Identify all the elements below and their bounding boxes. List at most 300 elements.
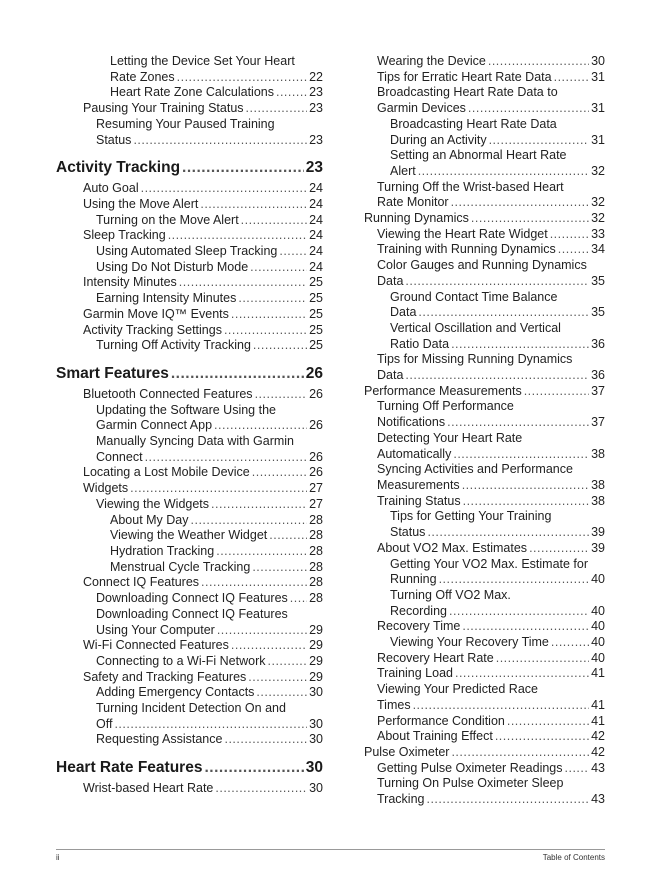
toc-entry-title: Heart Rate Zone Calculations: [110, 85, 274, 100]
toc-page-number: 24: [309, 196, 323, 211]
toc-entry-title: Widgets: [83, 481, 129, 496]
toc-entry-title: Connect: [96, 449, 143, 464]
toc-entry-title: Viewing the Heart Rate Widget: [377, 226, 548, 241]
toc-entry-title: Automatically: [377, 446, 452, 461]
toc-entry[interactable]: [56, 403, 323, 434]
toc-entry[interactable]: [364, 651, 605, 667]
toc-entry[interactable]: [56, 591, 323, 607]
toc-entry-title: Activity Tracking: [56, 159, 181, 177]
toc-entry[interactable]: [364, 462, 605, 493]
toc-page-number: 29: [309, 622, 323, 637]
dot-leader: [269, 528, 307, 544]
toc-entry-title-line: Manually Syncing Data with Garmin: [96, 434, 294, 449]
toc-entry-title-line: Turning Incident Detection On and: [96, 701, 286, 716]
toc-entry-title: Tips for Erratic Heart Rate Data: [377, 69, 552, 84]
toc-entry-title: Using Your Computer: [96, 622, 215, 637]
toc-entry[interactable]: [56, 607, 323, 638]
toc-page-number: 23: [309, 85, 323, 100]
toc-entry[interactable]: [56, 701, 323, 732]
toc-entry-title: Performance Measurements: [364, 383, 522, 398]
toc-entry-title-line: Syncing Activities and Performance: [377, 462, 573, 477]
toc-entry[interactable]: [56, 575, 323, 591]
toc-entry-title-line: Resuming Your Paused Training: [96, 116, 275, 131]
page-footer: [56, 849, 605, 862]
dot-leader: [468, 101, 589, 117]
toc-entry-title: Tracking: [377, 792, 425, 807]
toc-entry[interactable]: [364, 321, 605, 352]
toc-entry-title: Measurements: [377, 477, 460, 492]
dot-leader: [471, 211, 589, 227]
toc-entry[interactable]: [56, 338, 323, 354]
toc-entry[interactable]: [56, 117, 323, 148]
dot-leader: [439, 572, 590, 588]
toc-entry[interactable]: [364, 70, 605, 86]
toc-entry-title-line: Turning Off VO2 Max.: [390, 587, 511, 602]
toc-entry-title-line: Broadcasting Heart Rate Data: [390, 116, 557, 131]
footer-section-title: Table of Contents: [542, 853, 605, 862]
toc-entry-title: Downloading Connect IQ Features: [96, 591, 288, 606]
toc-entry-title: Heart Rate Features: [56, 759, 203, 777]
toc-entry[interactable]: [364, 242, 605, 258]
dot-leader: [201, 575, 307, 591]
toc-entry[interactable]: [364, 211, 605, 227]
toc-entry-title: Wearing the Device: [377, 54, 486, 68]
toc-entry-title: Rate Monitor: [377, 195, 449, 210]
dot-leader: [451, 195, 590, 211]
toc-entry[interactable]: [364, 619, 605, 635]
toc-entry-title-line: Tips for Missing Running Dynamics: [377, 352, 573, 367]
toc-entry[interactable]: [56, 513, 323, 529]
dot-leader: [489, 133, 590, 149]
dot-leader: [215, 781, 307, 797]
toc-page-number: 31: [591, 132, 605, 147]
toc-page-number: 38: [591, 446, 605, 461]
toc-entry[interactable]: [56, 275, 323, 291]
toc-entry[interactable]: [364, 431, 605, 462]
toc-entry-title: Adding Emergency Contacts: [96, 685, 255, 700]
toc-entry-title: Turning Off Activity Tracking: [96, 338, 251, 353]
toc-page-number: 41: [591, 697, 605, 712]
toc-entry[interactable]: [56, 387, 323, 403]
toc-entry-title-line: Viewing Your Predicted Race: [377, 682, 538, 697]
toc-entry-title: Running Dynamics: [364, 211, 469, 226]
toc-page-number: 40: [591, 603, 605, 618]
dot-leader: [427, 525, 589, 541]
toc-entry[interactable]: [364, 258, 605, 289]
toc-page-number: 29: [309, 638, 323, 653]
toc-page-number: 28: [309, 528, 323, 543]
toc-entry-title: Using Automated Sleep Tracking: [96, 244, 278, 259]
toc-page-number: 24: [309, 212, 323, 227]
dot-leader: [447, 415, 589, 431]
toc-entry[interactable]: [364, 399, 605, 430]
toc-entry[interactable]: [364, 148, 605, 179]
toc-page-number: 39: [591, 540, 605, 555]
dot-leader: [114, 717, 307, 733]
toc-entry-title: Connect IQ Features: [83, 575, 200, 590]
toc-entry-title: During an Activity: [390, 132, 487, 147]
toc-entry-title: Intensity Minutes: [83, 275, 177, 290]
toc-page-number: 38: [591, 477, 605, 492]
toc-entry[interactable]: [56, 638, 323, 654]
toc-entry-title: Garmin Move IQ™ Events: [83, 306, 229, 321]
toc-entry[interactable]: [56, 54, 323, 85]
toc-entry-title: Notifications: [377, 415, 446, 430]
toc-entry-title: Safety and Tracking Features: [83, 669, 247, 684]
toc-entry[interactable]: [56, 732, 323, 748]
dot-leader: [495, 729, 589, 745]
toc-entry[interactable]: [56, 654, 323, 670]
toc-entry-title: Running: [390, 572, 437, 587]
toc-page-number: 35: [591, 273, 605, 288]
toc-page-number: 25: [309, 338, 323, 353]
toc-entry[interactable]: [56, 434, 323, 465]
dot-leader: [191, 513, 308, 529]
toc-page-number: 30: [305, 759, 323, 777]
toc-entry-title-line: Vertical Oscillation and Vertical: [390, 320, 561, 335]
toc-page-number: 26: [309, 465, 323, 480]
toc-entry[interactable]: [364, 384, 605, 400]
dot-leader: [200, 197, 307, 213]
dot-leader: [268, 654, 308, 670]
toc-entry[interactable]: [364, 714, 605, 730]
dot-leader: [224, 732, 307, 748]
toc-entry-title: Smart Features: [56, 364, 169, 382]
toc-entry[interactable]: [364, 494, 605, 510]
toc-section-heading[interactable]: [56, 365, 323, 383]
dot-leader: [246, 101, 308, 117]
toc-entry[interactable]: [364, 666, 605, 682]
toc-entry[interactable]: [364, 745, 605, 761]
toc-entry-title: Garmin Connect App: [96, 418, 213, 433]
dot-leader: [558, 242, 589, 258]
dot-leader: [418, 164, 589, 180]
toc-entry[interactable]: [56, 197, 323, 213]
toc-entry-title: Garmin Devices: [377, 101, 466, 116]
toc-page-number: 36: [591, 368, 605, 383]
toc-entry[interactable]: [364, 509, 605, 540]
toc-page-number: 28: [309, 575, 323, 590]
dot-leader: [488, 54, 589, 70]
dot-leader: [130, 481, 307, 497]
toc-entry-title: Training Status: [377, 493, 461, 508]
dot-leader: [507, 714, 589, 730]
toc-entry-title-line: Updating the Software Using the: [96, 402, 276, 417]
toc-page-number: 42: [591, 744, 605, 759]
toc-page-number: 26: [309, 386, 323, 401]
toc-entry-title: About Training Effect: [377, 729, 493, 744]
dot-leader: [231, 307, 307, 323]
dot-leader: [168, 228, 307, 244]
toc-entry-title-line: Letting the Device Set Your Heart: [110, 54, 295, 68]
toc-entry[interactable]: [56, 323, 323, 339]
toc-entry[interactable]: [364, 729, 605, 745]
toc-entry-title: Turning on the Move Alert: [96, 212, 239, 227]
toc-entry[interactable]: [56, 544, 323, 560]
toc-page-number: 31: [591, 101, 605, 116]
toc-entry[interactable]: [56, 781, 323, 797]
toc-entry-title-line: Ground Contact Time Balance: [390, 289, 558, 304]
toc-entry[interactable]: [364, 85, 605, 116]
dot-leader: [451, 745, 589, 761]
toc-section-heading[interactable]: [56, 159, 323, 177]
toc-page-number: 24: [309, 228, 323, 243]
dot-leader: [250, 260, 307, 276]
toc-entry[interactable]: [56, 560, 323, 576]
toc-entry-title: Status: [390, 525, 426, 540]
toc-entry[interactable]: [56, 213, 323, 229]
toc-page-number: 30: [309, 685, 323, 700]
dot-leader: [177, 70, 307, 86]
toc-entry[interactable]: [56, 228, 323, 244]
dot-leader: [217, 623, 307, 639]
toc-entry[interactable]: [364, 776, 605, 807]
toc-page-number: 43: [591, 760, 605, 775]
dot-leader: [453, 447, 589, 463]
toc-entry-title: Data: [377, 273, 404, 288]
dot-leader: [256, 685, 307, 701]
dot-leader: [214, 418, 307, 434]
dot-leader: [462, 619, 589, 635]
dot-leader: [224, 323, 307, 339]
toc-page-number: 23: [309, 101, 323, 116]
toc-page-number: 31: [591, 69, 605, 84]
toc-page-number: 29: [309, 669, 323, 684]
toc-entry-title: Alert: [390, 163, 416, 178]
dot-leader: [418, 305, 589, 321]
toc-entry-title: Performance Condition: [377, 713, 505, 728]
toc-entry-title: Locating a Lost Mobile Device: [83, 465, 250, 480]
toc-entry-title: Viewing the Widgets: [96, 496, 210, 511]
toc-entry[interactable]: [364, 54, 605, 70]
toc-entry[interactable]: [364, 290, 605, 321]
toc-page-number: 28: [309, 559, 323, 574]
toc-entry[interactable]: [56, 481, 323, 497]
toc-entry[interactable]: [364, 635, 605, 651]
toc-entry-title: Times: [377, 697, 411, 712]
dot-leader: [449, 604, 589, 620]
toc-page-number: 23: [309, 132, 323, 147]
toc-entry[interactable]: [56, 85, 323, 101]
toc-entry-title-line: Turning On Pulse Oximeter Sleep: [377, 776, 564, 791]
dot-leader: [241, 213, 307, 229]
dot-leader: [554, 70, 590, 86]
toc-entry-title-line: Downloading Connect IQ Features: [96, 606, 288, 621]
toc-entry[interactable]: [56, 307, 323, 323]
toc-entry-title: Viewing Your Recovery Time: [390, 635, 549, 650]
toc-entry[interactable]: [56, 244, 323, 260]
toc-page-number: 33: [591, 226, 605, 241]
toc-page-number: 26: [309, 449, 323, 464]
toc-page-number: 35: [591, 305, 605, 320]
toc-entry-title: Data: [390, 305, 417, 320]
dot-leader: [211, 497, 307, 513]
toc-entry-title: Wrist-based Heart Rate: [83, 781, 214, 796]
dot-leader: [279, 244, 307, 260]
toc-entry[interactable]: [364, 541, 605, 557]
dot-leader: [529, 541, 589, 557]
toc-entry-title: Connecting to a Wi-Fi Network: [96, 653, 266, 668]
toc-page-number: 32: [591, 163, 605, 178]
toc-entry-title-line: Setting an Abnormal Heart Rate: [390, 148, 567, 163]
toc-page-number: 38: [591, 493, 605, 508]
toc-entry-title: Training Load: [377, 666, 453, 681]
toc-entry-title: Activity Tracking Settings: [83, 322, 222, 337]
dot-leader: [551, 635, 589, 651]
toc-page-number: 34: [591, 242, 605, 257]
dot-leader: [179, 275, 307, 291]
dot-leader: [524, 384, 589, 400]
dot-leader: [204, 759, 303, 777]
toc-page-number: 24: [309, 181, 323, 196]
toc-entry-title: Recovery Time: [377, 619, 461, 634]
toc-entry[interactable]: [364, 352, 605, 383]
toc-entry-title: Using Do Not Disturb Mode: [96, 259, 249, 274]
toc-page-number: 40: [591, 635, 605, 650]
toc-page-number: 39: [591, 525, 605, 540]
dot-leader: [145, 450, 308, 466]
toc-entry-title-line: Tips for Getting Your Training: [390, 509, 552, 524]
toc-entry-title: Menstrual Cycle Tracking: [110, 559, 251, 574]
dot-leader: [290, 591, 307, 607]
toc-entry-title: Ratio Data: [390, 336, 450, 351]
dot-leader: [253, 338, 307, 354]
toc-page-number: 43: [591, 792, 605, 807]
toc-entry[interactable]: [364, 180, 605, 211]
toc-entry[interactable]: [364, 588, 605, 619]
dot-leader: [451, 337, 589, 353]
toc-entry-title: Recording: [390, 603, 447, 618]
toc-entry-title: Off: [96, 716, 113, 731]
dot-leader: [496, 651, 589, 667]
toc-entry[interactable]: [364, 117, 605, 148]
dot-leader: [463, 494, 589, 510]
dot-leader: [248, 670, 307, 686]
toc-entry[interactable]: [364, 761, 605, 777]
toc-right-column: [364, 54, 605, 808]
dot-leader: [216, 544, 307, 560]
toc-entry[interactable]: [364, 682, 605, 713]
toc-page-number: 36: [591, 336, 605, 351]
dot-leader: [238, 291, 307, 307]
toc-page-number: 27: [309, 481, 323, 496]
toc-entry[interactable]: [364, 227, 605, 243]
toc-page-number: 30: [309, 716, 323, 731]
dot-leader: [171, 365, 304, 383]
toc-page-number: 26: [305, 364, 323, 382]
toc-page-number: 32: [591, 195, 605, 210]
toc-entry-title: Training with Running Dynamics: [377, 242, 556, 257]
toc-entry[interactable]: [56, 465, 323, 481]
dot-leader: [276, 85, 307, 101]
toc-page-number: 40: [591, 619, 605, 634]
dot-leader: [133, 133, 307, 149]
toc-entry-title: Bluetooth Connected Features: [83, 386, 253, 401]
toc-section-heading[interactable]: [56, 759, 323, 777]
toc-page-number: 28: [309, 591, 323, 606]
toc-entry-title: Pausing Your Training Status: [83, 101, 244, 116]
toc-entry[interactable]: [56, 260, 323, 276]
toc-page-number: 40: [591, 650, 605, 665]
dot-leader: [405, 368, 589, 384]
toc-page-number: 24: [309, 259, 323, 274]
toc-entry-title: Viewing the Weather Widget: [110, 528, 268, 543]
toc-entry-title: Status: [96, 132, 132, 147]
toc-entry-title: Hydration Tracking: [110, 543, 215, 558]
toc-entry-title: Getting Pulse Oximeter Readings: [377, 760, 563, 775]
dot-leader: [462, 478, 589, 494]
toc-entry-title-line: Detecting Your Heart Rate: [377, 430, 523, 445]
toc-page-number: 41: [591, 713, 605, 728]
toc-entry-title-line: Turning Off the Wrist-based Heart: [377, 179, 564, 194]
toc-entry-title: About My Day: [110, 512, 189, 527]
toc-page-number: 29: [309, 653, 323, 668]
footer-page-number: ii: [56, 853, 60, 862]
toc-entry[interactable]: [56, 497, 323, 513]
dot-leader: [426, 792, 589, 808]
dot-leader: [182, 159, 304, 177]
toc-page-number: 32: [591, 211, 605, 226]
toc-entry-title: Data: [377, 368, 404, 383]
toc-entry-title: Recovery Heart Rate: [377, 650, 494, 665]
toc-entry-title: Requesting Assistance: [96, 732, 223, 747]
toc-page-number: 25: [309, 291, 323, 306]
toc-page-number: 27: [309, 496, 323, 511]
toc-entry[interactable]: [56, 181, 323, 197]
toc-entry[interactable]: [56, 685, 323, 701]
toc-page-number: 25: [309, 322, 323, 337]
dot-leader: [550, 227, 589, 243]
dot-leader: [455, 666, 589, 682]
dot-leader: [565, 761, 590, 777]
toc-entry-title-line: Broadcasting Heart Rate Data to: [377, 85, 558, 100]
toc-page-number: 30: [309, 781, 323, 796]
dot-leader: [141, 181, 308, 197]
toc-page-number: 30: [309, 732, 323, 747]
toc-entry[interactable]: [56, 101, 323, 117]
dot-leader: [252, 465, 307, 481]
toc-entry-title: About VO2 Max. Estimates: [377, 540, 528, 555]
toc-page-number: 25: [309, 275, 323, 290]
toc-page-number: 37: [591, 383, 605, 398]
toc-entry-title-line: Getting Your VO2 Max. Estimate for: [390, 556, 589, 571]
toc-page-number: 28: [309, 512, 323, 527]
toc-entry[interactable]: [56, 670, 323, 686]
toc-page-number: 41: [591, 666, 605, 681]
toc-entry[interactable]: [56, 291, 323, 307]
toc-entry-title: Earning Intensity Minutes: [96, 291, 237, 306]
toc-entry-title-line: Color Gauges and Running Dynamics: [377, 258, 587, 273]
dot-leader: [252, 560, 307, 576]
toc-page-number: 28: [309, 543, 323, 558]
toc-page-number: 23: [305, 159, 323, 177]
dot-leader: [413, 698, 590, 714]
dot-leader: [231, 638, 307, 654]
toc-page-number: 40: [591, 572, 605, 587]
toc-entry[interactable]: [364, 557, 605, 588]
dot-leader: [405, 274, 589, 290]
toc-entry-title: Sleep Tracking: [83, 228, 166, 243]
toc-page-number: 22: [309, 69, 323, 84]
toc-entry-title: Using the Move Alert: [83, 196, 199, 211]
toc-page-number: 25: [309, 306, 323, 321]
toc-page-number: 37: [591, 415, 605, 430]
toc-entry-title: Auto Goal: [83, 181, 139, 196]
toc-entry[interactable]: [56, 528, 323, 544]
toc-page-number: 30: [591, 54, 605, 68]
toc-page-number: 24: [309, 244, 323, 259]
toc-entry-title: Pulse Oximeter: [364, 744, 450, 759]
